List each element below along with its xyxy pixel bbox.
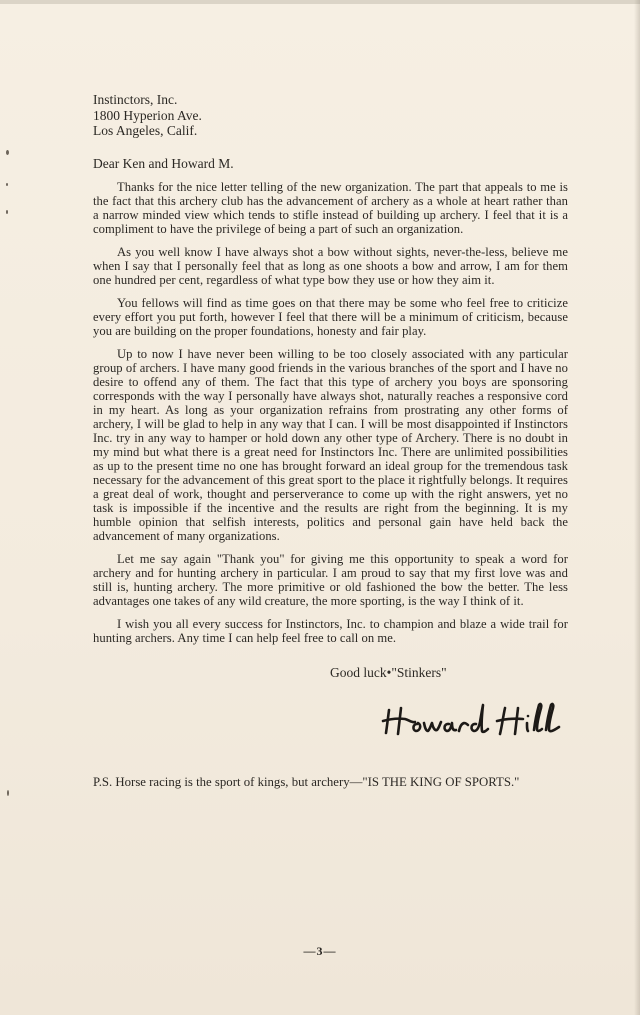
handwritten-signature	[381, 700, 581, 740]
letter-paragraph: As you well know I have always shot a bow without sights, never-the-less, believe me when I say that I personally feel that as long as one shoots a bow and arrow, I am for them one hundred per cent, regardless of what type bow they use or how they aim it.	[93, 244, 568, 287]
address-line: Los Angeles, Calif.	[93, 123, 198, 138]
margin-speck	[6, 150, 9, 155]
margin-speck	[6, 183, 8, 186]
letter-paragraph: You fellows will find as time goes on that there may be some who feel free to criticize every effort you put forth, however I feel that there will be a minimum of criticism, because you are building on the proper foundations, honesty and fair play.	[93, 295, 568, 338]
postscript: P.S. Horse racing is the sport of kings, but archery—"IS THE KING OF SPORTS."	[93, 774, 520, 789]
letter-paragraph: Up to now I have never been willing to be too closely associated with any particular group of archers. I have many good friends in the various branches of the sport and I have no desire to offend any of them. The fact that this type of archery you boys are sponsoring corresponds with the way I personally have always shot, naturally reaches a responsive cord in my heart. As long as your organization refrains from prostrating any other forms of archery, I will be glad to help in any way that I can. I will be most disappointed if Instinctors Inc. try in any way to hamper or hold down any other type of Archery. There is no doubt in my mind but what there is a great need for Instinctors Inc. There are unlimited possibilities as up to the present time no one has brought forward an ideal group for the tremendous task necessary for the advancement of this great sport to the place it rightfully belongs. It requires a great deal of work, thought and perserverance to come up with the right answers, yet no task is impossible if the incentive and the results are right from the beginning. It is my humble opinion that selfish interests, politics and personal gain have held back the advancement of many organizations.	[93, 346, 568, 543]
page-number: —3—	[303, 944, 337, 958]
closing-line: Good luck•"Stinkers"	[330, 664, 447, 680]
letter-body	[93, 92, 568, 789]
margin-speck	[6, 210, 8, 214]
page-right-edge	[634, 0, 640, 1015]
address-line: 1800 Hyperion Ave.	[93, 107, 202, 123]
address-line: Instinctors, Inc.	[93, 92, 178, 107]
letter-paragraph: I wish you all every success for Instinctors, Inc. to champion and blaze a wide trail for hunting archers. Any time I can help feel free to call on me.	[93, 616, 568, 645]
recipient-address	[93, 92, 568, 139]
letter-paragraph: Thanks for the nice letter telling of the new organization. The part that appeals to me is the fact that this archery club has the advancement of archery as a whole at heart rather than a narrow minded view which tends to stifle instead of building up archery. I feel that it is a compliment to have the privilege of being a part of such an organization.	[93, 179, 568, 236]
salutation: Dear Ken and Howard M.	[93, 155, 234, 171]
page-top-edge	[0, 0, 640, 4]
letter-paragraph: Let me say again "Thank you" for giving me this opportunity to speak a word for archery and for hunting archery in particular. I am proud to say that my first love was and still is, hunting archery. The more primitive or old fashioned the bow the better. The less advantages one takes of any wild creature, the more sporting, is the way I think of it.	[93, 551, 568, 608]
margin-speck	[7, 790, 9, 796]
